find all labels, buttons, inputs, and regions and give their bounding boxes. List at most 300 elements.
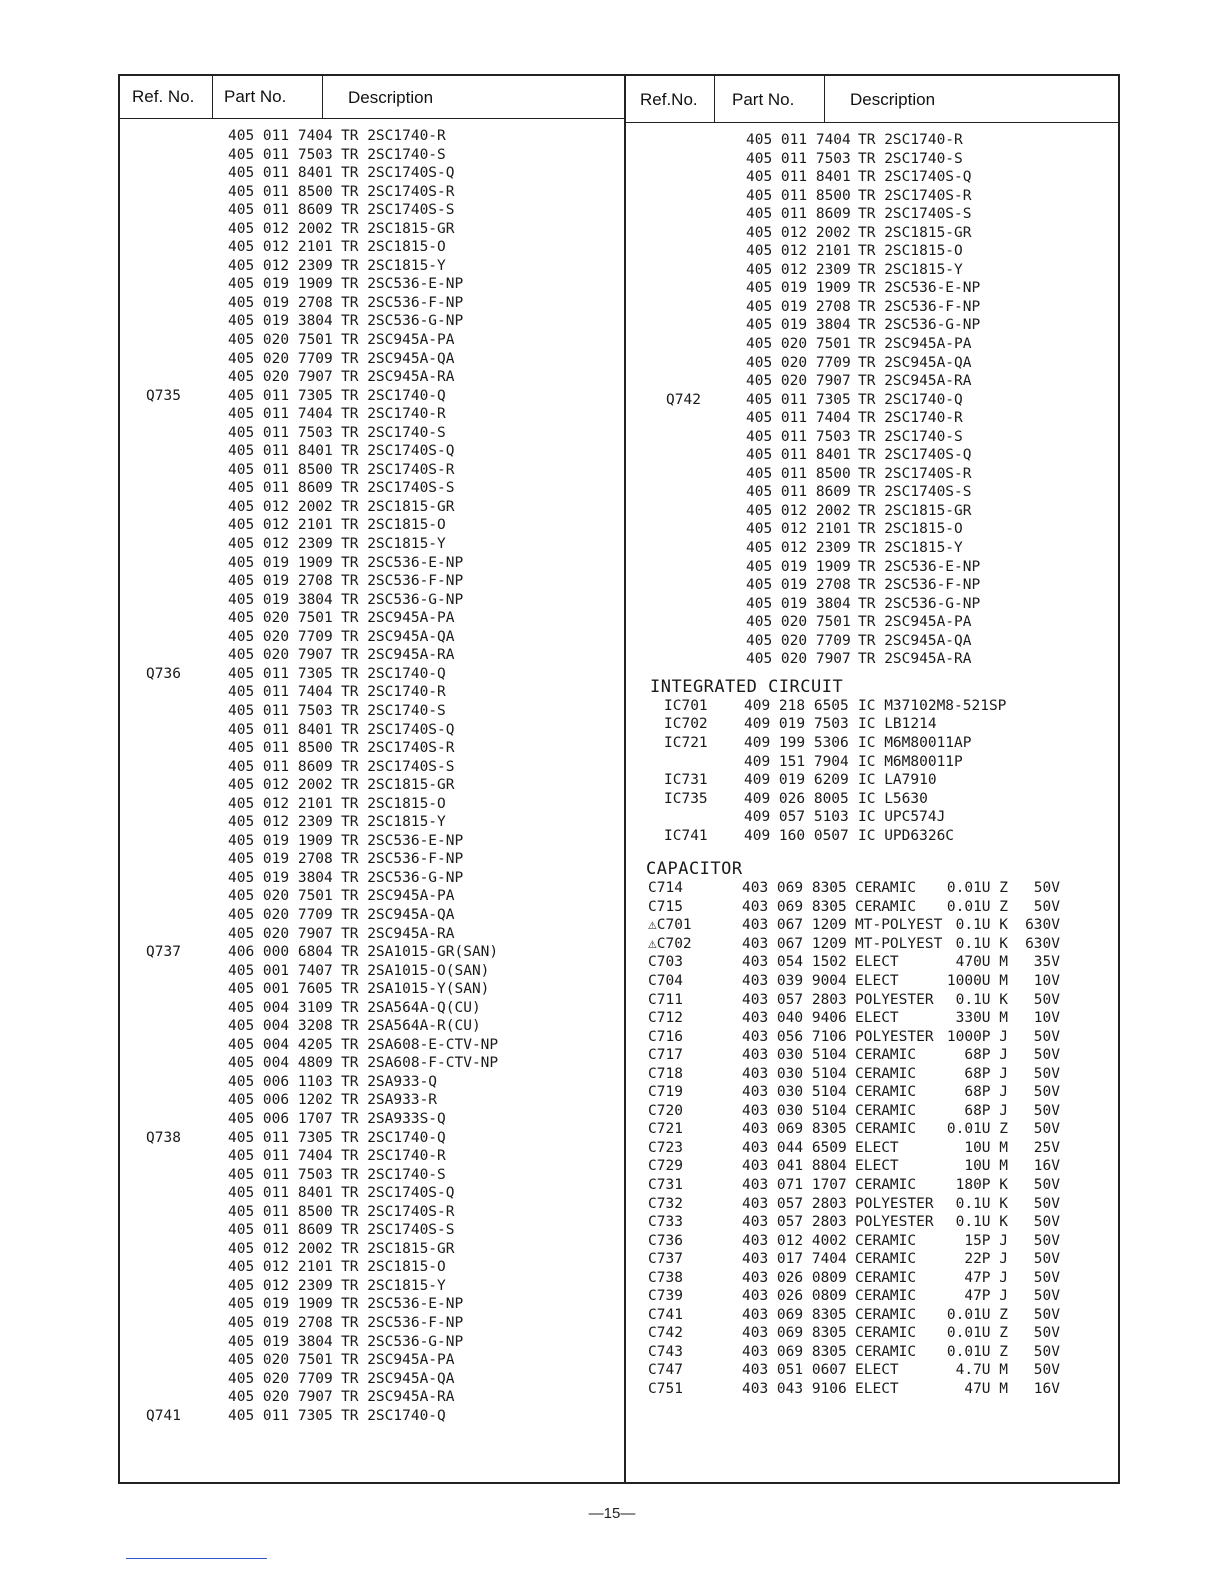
description: TR 2SC1815-GR	[858, 224, 972, 241]
part-no: 405 012 2002	[228, 498, 333, 515]
list-item	[624, 1102, 1120, 1121]
part-no: 405 011 7404	[746, 410, 851, 427]
list-item	[624, 483, 1120, 502]
list-item	[624, 558, 1120, 577]
capacitor-type: POLYESTER	[855, 1214, 934, 1231]
list-item	[624, 1232, 1120, 1251]
section-spacer	[624, 845, 1120, 857]
description: IC L5630	[858, 790, 928, 807]
part-no: 403 067 1209	[742, 935, 847, 952]
description: TR 2SC536-F-NP	[341, 851, 464, 868]
description: TR 2SA933-Q	[341, 1073, 438, 1090]
capacitance: 0.1U K	[955, 935, 1008, 952]
list-item	[624, 335, 1120, 354]
part-no: 405 004 3208	[228, 1018, 333, 1035]
part-no: 405 019 3804	[228, 869, 333, 886]
part-no: 405 012 2101	[228, 1259, 333, 1276]
list-item	[624, 1009, 1120, 1028]
ref-no: Q738	[146, 1129, 181, 1146]
list-item	[624, 808, 1120, 827]
description: TR 2SC1815-Y	[341, 536, 446, 553]
list-item	[118, 646, 622, 665]
description: TR 2SC1740-R	[858, 410, 963, 427]
description: TR 2SC945A-PA	[341, 332, 455, 349]
list-item	[118, 257, 622, 276]
part-no: 403 030 5104	[742, 1047, 847, 1064]
description: TR 2SC1740S-S	[341, 758, 455, 775]
voltage-rating: 16V	[1033, 1158, 1060, 1175]
list-item	[118, 442, 622, 461]
list-item	[118, 665, 622, 684]
ref-no: C717	[648, 1047, 683, 1064]
part-no: 403 069 8305	[742, 1343, 847, 1360]
part-no: 405 012 2002	[746, 502, 851, 519]
description: TR 2SC536-G-NP	[341, 591, 464, 608]
list-item	[624, 697, 1120, 716]
list-item	[118, 1258, 622, 1277]
ref-no: C732	[648, 1195, 683, 1212]
list-item	[118, 1091, 622, 1110]
description: TR 2SC1740S-S	[341, 1222, 455, 1239]
part-no: 405 001 7407	[228, 962, 333, 979]
capacitor-type: CERAMIC	[855, 1176, 917, 1193]
part-no: 409 151 7904	[744, 753, 849, 770]
part-no: 405 011 8500	[228, 183, 333, 200]
part-no: 405 001 7605	[228, 981, 333, 998]
capacitance: 10U M	[964, 1139, 1008, 1156]
voltage-rating: 50V	[1033, 1288, 1060, 1305]
voltage-rating: 50V	[1033, 1121, 1060, 1138]
list-item	[118, 1240, 622, 1259]
list-item	[118, 387, 622, 406]
part-no: 405 019 1909	[746, 280, 851, 297]
description: IC UPD6326C	[858, 827, 955, 844]
voltage-rating: 50V	[1033, 1362, 1060, 1379]
list-item	[624, 1380, 1120, 1399]
section-title-integrated-circuit: INTEGRATED CIRCUIT	[650, 676, 844, 697]
part-no: 405 011 7503	[228, 424, 333, 441]
ref-no: Q737	[146, 944, 181, 961]
description: TR 2SA1015-GR(SAN)	[341, 944, 499, 961]
description: TR 2SC1740S-R	[341, 740, 455, 757]
ref-no: C721	[648, 1121, 683, 1138]
capacitor-type: CERAMIC	[855, 1084, 917, 1101]
ref-no: C704	[648, 972, 683, 989]
part-no: 409 218 6505	[744, 697, 849, 714]
description: TR 2SC536-E-NP	[341, 1296, 464, 1313]
part-no: 403 054 1502	[742, 954, 847, 971]
description: TR 2SC1815-O	[341, 795, 446, 812]
description: IC M6M80011P	[858, 753, 963, 770]
part-no: 405 011 8500	[746, 187, 851, 204]
capacitor-type: CERAMIC	[855, 880, 917, 897]
list-item	[624, 1269, 1120, 1288]
description: TR 2SC1740S-Q	[341, 443, 455, 460]
list-item	[624, 771, 1120, 790]
part-no: 405 020 7501	[746, 336, 851, 353]
description: TR 2SC1740S-R	[341, 461, 455, 478]
ref-no: C739	[648, 1288, 683, 1305]
ref-no: C719	[648, 1084, 683, 1101]
part-no: 405 011 7503	[746, 150, 851, 167]
description: TR 2SA1015-O(SAN)	[341, 962, 490, 979]
left-column-list	[118, 127, 622, 1425]
list-item	[118, 535, 622, 554]
description: TR 2SC1740-S	[858, 150, 963, 167]
description: TR 2SC945A-PA	[341, 1352, 455, 1369]
ref-no: C718	[648, 1065, 683, 1082]
voltage-rating: 10V	[1033, 972, 1060, 989]
list-item	[118, 275, 622, 294]
list-item	[118, 1203, 622, 1222]
ref-no: IC735	[664, 790, 708, 807]
description: TR 2SC1740-Q	[858, 391, 963, 408]
part-no: 405 012 2309	[228, 1277, 333, 1294]
description: TR 2SC1815-Y	[858, 261, 963, 278]
capacitor-type: CERAMIC	[855, 1251, 917, 1268]
description: TR 2SC1815-O	[858, 243, 963, 260]
part-no: 405 011 8609	[228, 202, 333, 219]
part-no: 405 019 2708	[746, 577, 851, 594]
description: TR 2SC536-G-NP	[858, 317, 981, 334]
part-no: 405 011 7404	[228, 128, 333, 144]
list-item	[624, 539, 1120, 558]
list-item	[624, 354, 1120, 373]
description: TR 2SC536-F-NP	[858, 298, 981, 315]
list-item	[624, 1213, 1120, 1232]
part-no: 405 011 8609	[746, 206, 851, 223]
list-item	[118, 1221, 622, 1240]
header-rule-right	[624, 122, 1118, 123]
list-item	[624, 131, 1120, 150]
ref-no: IC741	[664, 827, 708, 844]
description: TR 2SA1015-Y(SAN)	[341, 981, 490, 998]
list-item	[624, 953, 1120, 972]
part-no: 405 004 3109	[228, 999, 333, 1016]
description: TR 2SC1740S-Q	[341, 165, 455, 182]
ref-no: C716	[648, 1028, 683, 1045]
description: TR 2SC536-E-NP	[858, 280, 981, 297]
capacitor-type: CERAMIC	[855, 1343, 917, 1360]
ref-no: C723	[648, 1139, 683, 1156]
list-item	[624, 576, 1120, 595]
list-item	[118, 1017, 622, 1036]
list-item	[118, 943, 622, 962]
part-no: 403 040 9406	[742, 1010, 847, 1027]
description: TR 2SC1740-Q	[341, 1407, 446, 1424]
part-no: 405 012 2309	[746, 540, 851, 557]
description: TR 2SC1740-Q	[341, 665, 446, 682]
part-no: 405 011 7404	[228, 406, 333, 423]
list-item	[624, 916, 1120, 935]
voltage-rating: 50V	[1033, 1251, 1060, 1268]
ref-no: C729	[648, 1158, 683, 1175]
list-item	[118, 220, 622, 239]
footer-rule	[126, 1558, 267, 1559]
part-no: 403 051 0607	[742, 1362, 847, 1379]
part-no: 405 011 8609	[228, 480, 333, 497]
description: TR 2SC945A-RA	[341, 1389, 455, 1406]
description: TR 2SC536-F-NP	[341, 1315, 464, 1331]
list-item	[118, 721, 622, 740]
part-no: 406 000 6804	[228, 944, 333, 961]
ref-no: C703	[648, 954, 683, 971]
part-no: 403 030 5104	[742, 1065, 847, 1082]
voltage-rating: 50V	[1033, 991, 1060, 1008]
part-no: 405 012 2101	[228, 795, 333, 812]
list-item	[118, 1407, 622, 1426]
list-item	[118, 183, 622, 202]
list-item	[624, 242, 1120, 261]
capacitor-type: ELECT	[855, 954, 899, 971]
list-item	[624, 991, 1120, 1010]
part-no: 405 012 2002	[746, 224, 851, 241]
list-item	[118, 350, 622, 369]
part-no: 409 026 8005	[744, 790, 849, 807]
list-item	[118, 1129, 622, 1148]
description: TR 2SC1740S-Q	[341, 721, 455, 738]
list-item	[624, 168, 1120, 187]
list-item	[118, 461, 622, 480]
voltage-rating: 50V	[1033, 1028, 1060, 1045]
part-no: 405 019 3804	[746, 595, 851, 612]
list-item	[118, 1314, 622, 1333]
description: TR 2SC1740S-Q	[858, 447, 972, 464]
list-item	[118, 962, 622, 981]
description: TR 2SC1740-S	[858, 428, 963, 445]
description: TR 2SC1815-Y	[341, 814, 446, 831]
list-item	[118, 1147, 622, 1166]
part-no: 405 012 2101	[746, 243, 851, 260]
list-item	[118, 424, 622, 443]
ref-no: C736	[648, 1232, 683, 1249]
description: TR 2SC1740-R	[341, 406, 446, 423]
ref-no: Q742	[666, 391, 701, 408]
list-item	[624, 632, 1120, 651]
description: TR 2SC1740-S	[341, 702, 446, 719]
part-no: 405 019 1909	[228, 1296, 333, 1313]
description: TR 2SC1815-Y	[341, 257, 446, 274]
list-item	[118, 758, 622, 777]
voltage-rating: 50V	[1033, 1343, 1060, 1360]
header-rule-left	[120, 118, 624, 119]
description: TR 2SC1740-Q	[341, 1129, 446, 1146]
description: TR 2SC1740S-S	[341, 480, 455, 497]
ref-no: C712	[648, 1010, 683, 1027]
part-no: 403 043 9106	[742, 1381, 847, 1397]
part-no: 405 020 7907	[228, 369, 333, 386]
part-no: 405 020 7501	[228, 610, 333, 627]
part-no: 403 012 4002	[742, 1232, 847, 1249]
capacitor-type: ELECT	[855, 1158, 899, 1175]
part-no: 405 011 8609	[228, 1222, 333, 1239]
part-no: 405 012 2101	[746, 521, 851, 538]
list-item	[624, 1083, 1120, 1102]
description: TR 2SC1740-S	[341, 146, 446, 163]
list-item	[118, 405, 622, 424]
list-item	[624, 935, 1120, 954]
voltage-rating: 50V	[1033, 880, 1060, 897]
part-no: 403 056 7106	[742, 1028, 847, 1045]
description: TR 2SC945A-RA	[858, 651, 972, 668]
voltage-rating: 50V	[1033, 1325, 1060, 1342]
description: TR 2SC1740S-R	[341, 1203, 455, 1220]
list-item	[624, 1046, 1120, 1065]
list-item	[118, 1295, 622, 1314]
part-no: 403 026 0809	[742, 1269, 847, 1286]
description: TR 2SC945A-RA	[858, 373, 972, 390]
description: TR 2SC945A-QA	[341, 350, 455, 367]
part-no: 405 006 1202	[228, 1092, 333, 1109]
list-item	[118, 628, 622, 647]
part-no: 405 012 2101	[228, 517, 333, 534]
part-no: 405 011 7305	[228, 1407, 333, 1424]
capacitance: 15P J	[964, 1232, 1008, 1249]
capacitor-type: POLYESTER	[855, 1195, 934, 1212]
list-item	[118, 869, 622, 888]
description: TR 2SC536-E-NP	[858, 558, 981, 575]
list-item	[118, 201, 622, 220]
part-no: 405 011 8401	[228, 721, 333, 738]
part-no: 405 020 7501	[228, 332, 333, 349]
header-sep	[824, 76, 825, 122]
part-no: 405 012 2002	[228, 220, 333, 237]
list-item	[624, 790, 1120, 809]
capacitance: 1000U M	[946, 972, 1008, 989]
part-no: 403 017 7404	[742, 1251, 847, 1268]
capacitance: 0.01U Z	[946, 898, 1008, 915]
list-item	[624, 1306, 1120, 1325]
description: TR 2SC1815-O	[858, 521, 963, 538]
part-no: 405 019 1909	[228, 832, 333, 849]
part-no: 405 019 2708	[228, 573, 333, 590]
capacitor-type: CERAMIC	[855, 1232, 917, 1249]
voltage-rating: 50V	[1033, 898, 1060, 915]
part-no: 405 011 8609	[746, 484, 851, 501]
description: TR 2SC1740-Q	[341, 387, 446, 404]
part-no: 403 026 0809	[742, 1288, 847, 1305]
description: TR 2SC1815-O	[341, 239, 446, 256]
description: TR 2SC1740-R	[858, 132, 963, 148]
description: TR 2SC945A-RA	[341, 925, 455, 942]
part-no: 405 020 7907	[228, 647, 333, 664]
list-item	[118, 1388, 622, 1407]
part-no: 403 067 1209	[742, 917, 847, 934]
ref-no: IC721	[664, 734, 708, 751]
description: TR 2SC1740-S	[341, 424, 446, 441]
part-no: 405 011 8401	[746, 169, 851, 186]
description: TR 2SA608-F-CTV-NP	[341, 1055, 499, 1072]
description: TR 2SC1740S-S	[858, 484, 972, 501]
voltage-rating: 25V	[1033, 1139, 1060, 1156]
description: TR 2SC945A-PA	[858, 336, 972, 353]
list-item	[624, 827, 1120, 846]
part-no: 405 019 2708	[746, 298, 851, 315]
capacitor-type: ELECT	[855, 1139, 899, 1156]
part-no: 405 019 3804	[746, 317, 851, 334]
part-no: 405 019 1909	[746, 558, 851, 575]
part-no: 403 041 8804	[742, 1158, 847, 1175]
description: TR 2SC1740S-Q	[341, 1185, 455, 1202]
part-no: 405 011 8500	[228, 461, 333, 478]
description: IC M37102M8-521SP	[858, 697, 1007, 714]
voltage-rating: 50V	[1033, 1306, 1060, 1323]
list-item	[118, 1370, 622, 1389]
capacitance: 68P J	[964, 1047, 1008, 1064]
part-no: 405 011 7305	[228, 387, 333, 404]
capacitance: 10U M	[964, 1158, 1008, 1175]
part-no: 405 020 7709	[746, 354, 851, 371]
capacitor-type: ELECT	[855, 1362, 899, 1379]
list-item	[624, 1065, 1120, 1084]
capacitor-type: CERAMIC	[855, 1306, 917, 1323]
part-no: 405 011 7503	[228, 1166, 333, 1183]
part-no: 405 020 7709	[228, 350, 333, 367]
list-item	[118, 312, 622, 331]
description: TR 2SC1815-O	[341, 517, 446, 534]
list-item	[624, 1287, 1120, 1306]
list-item	[624, 428, 1120, 447]
list-item	[118, 368, 622, 387]
ref-no: Q735	[146, 387, 181, 404]
part-no: 405 019 2708	[228, 1315, 333, 1331]
list-item	[624, 972, 1120, 991]
part-no: 405 004 4205	[228, 1036, 333, 1053]
part-no: 403 071 1707	[742, 1176, 847, 1193]
capacitance: 68P J	[964, 1102, 1008, 1119]
capacitance: 0.1U K	[955, 991, 1008, 1008]
list-item	[118, 516, 622, 535]
capacitance: 0.01U Z	[946, 1343, 1008, 1360]
ref-no: C738	[648, 1269, 683, 1286]
right-column-list	[624, 131, 1120, 1399]
ref-no: C741	[648, 1306, 683, 1323]
part-no: 405 019 2708	[228, 851, 333, 868]
list-item	[118, 331, 622, 350]
part-no: 405 020 7709	[228, 906, 333, 923]
ref-no: C742	[648, 1325, 683, 1342]
capacitor-type: CERAMIC	[855, 1269, 917, 1286]
part-no: 403 057 2803	[742, 1195, 847, 1212]
list-item	[624, 898, 1120, 917]
list-item	[624, 298, 1120, 317]
part-no: 403 057 2803	[742, 991, 847, 1008]
voltage-rating: 50V	[1033, 1084, 1060, 1101]
capacitance: 0.01U Z	[946, 1121, 1008, 1138]
description: TR 2SC945A-QA	[341, 628, 455, 645]
header-ref-no-left: Ref. No.	[132, 87, 195, 106]
description: TR 2SC1740S-Q	[858, 169, 972, 186]
list-item	[624, 261, 1120, 280]
part-no: 405 012 2002	[228, 777, 333, 794]
list-item	[118, 1110, 622, 1129]
capacitance: 0.1U K	[955, 1195, 1008, 1212]
description: TR 2SC536-G-NP	[341, 1333, 464, 1350]
voltage-rating: 10V	[1033, 1010, 1060, 1027]
part-no: 405 004 4809	[228, 1055, 333, 1072]
part-no: 405 011 7305	[228, 665, 333, 682]
capacitor-type: CERAMIC	[855, 1102, 917, 1119]
list-item	[118, 850, 622, 869]
part-no: 405 019 1909	[228, 554, 333, 571]
ref-no: C751	[648, 1381, 683, 1397]
description: TR 2SC1815-GR	[858, 502, 972, 519]
list-item	[624, 279, 1120, 298]
description: TR 2SC1815-Y	[341, 1277, 446, 1294]
part-no: 405 012 2309	[228, 536, 333, 553]
list-item	[118, 683, 622, 702]
part-no: 403 057 2803	[742, 1214, 847, 1231]
